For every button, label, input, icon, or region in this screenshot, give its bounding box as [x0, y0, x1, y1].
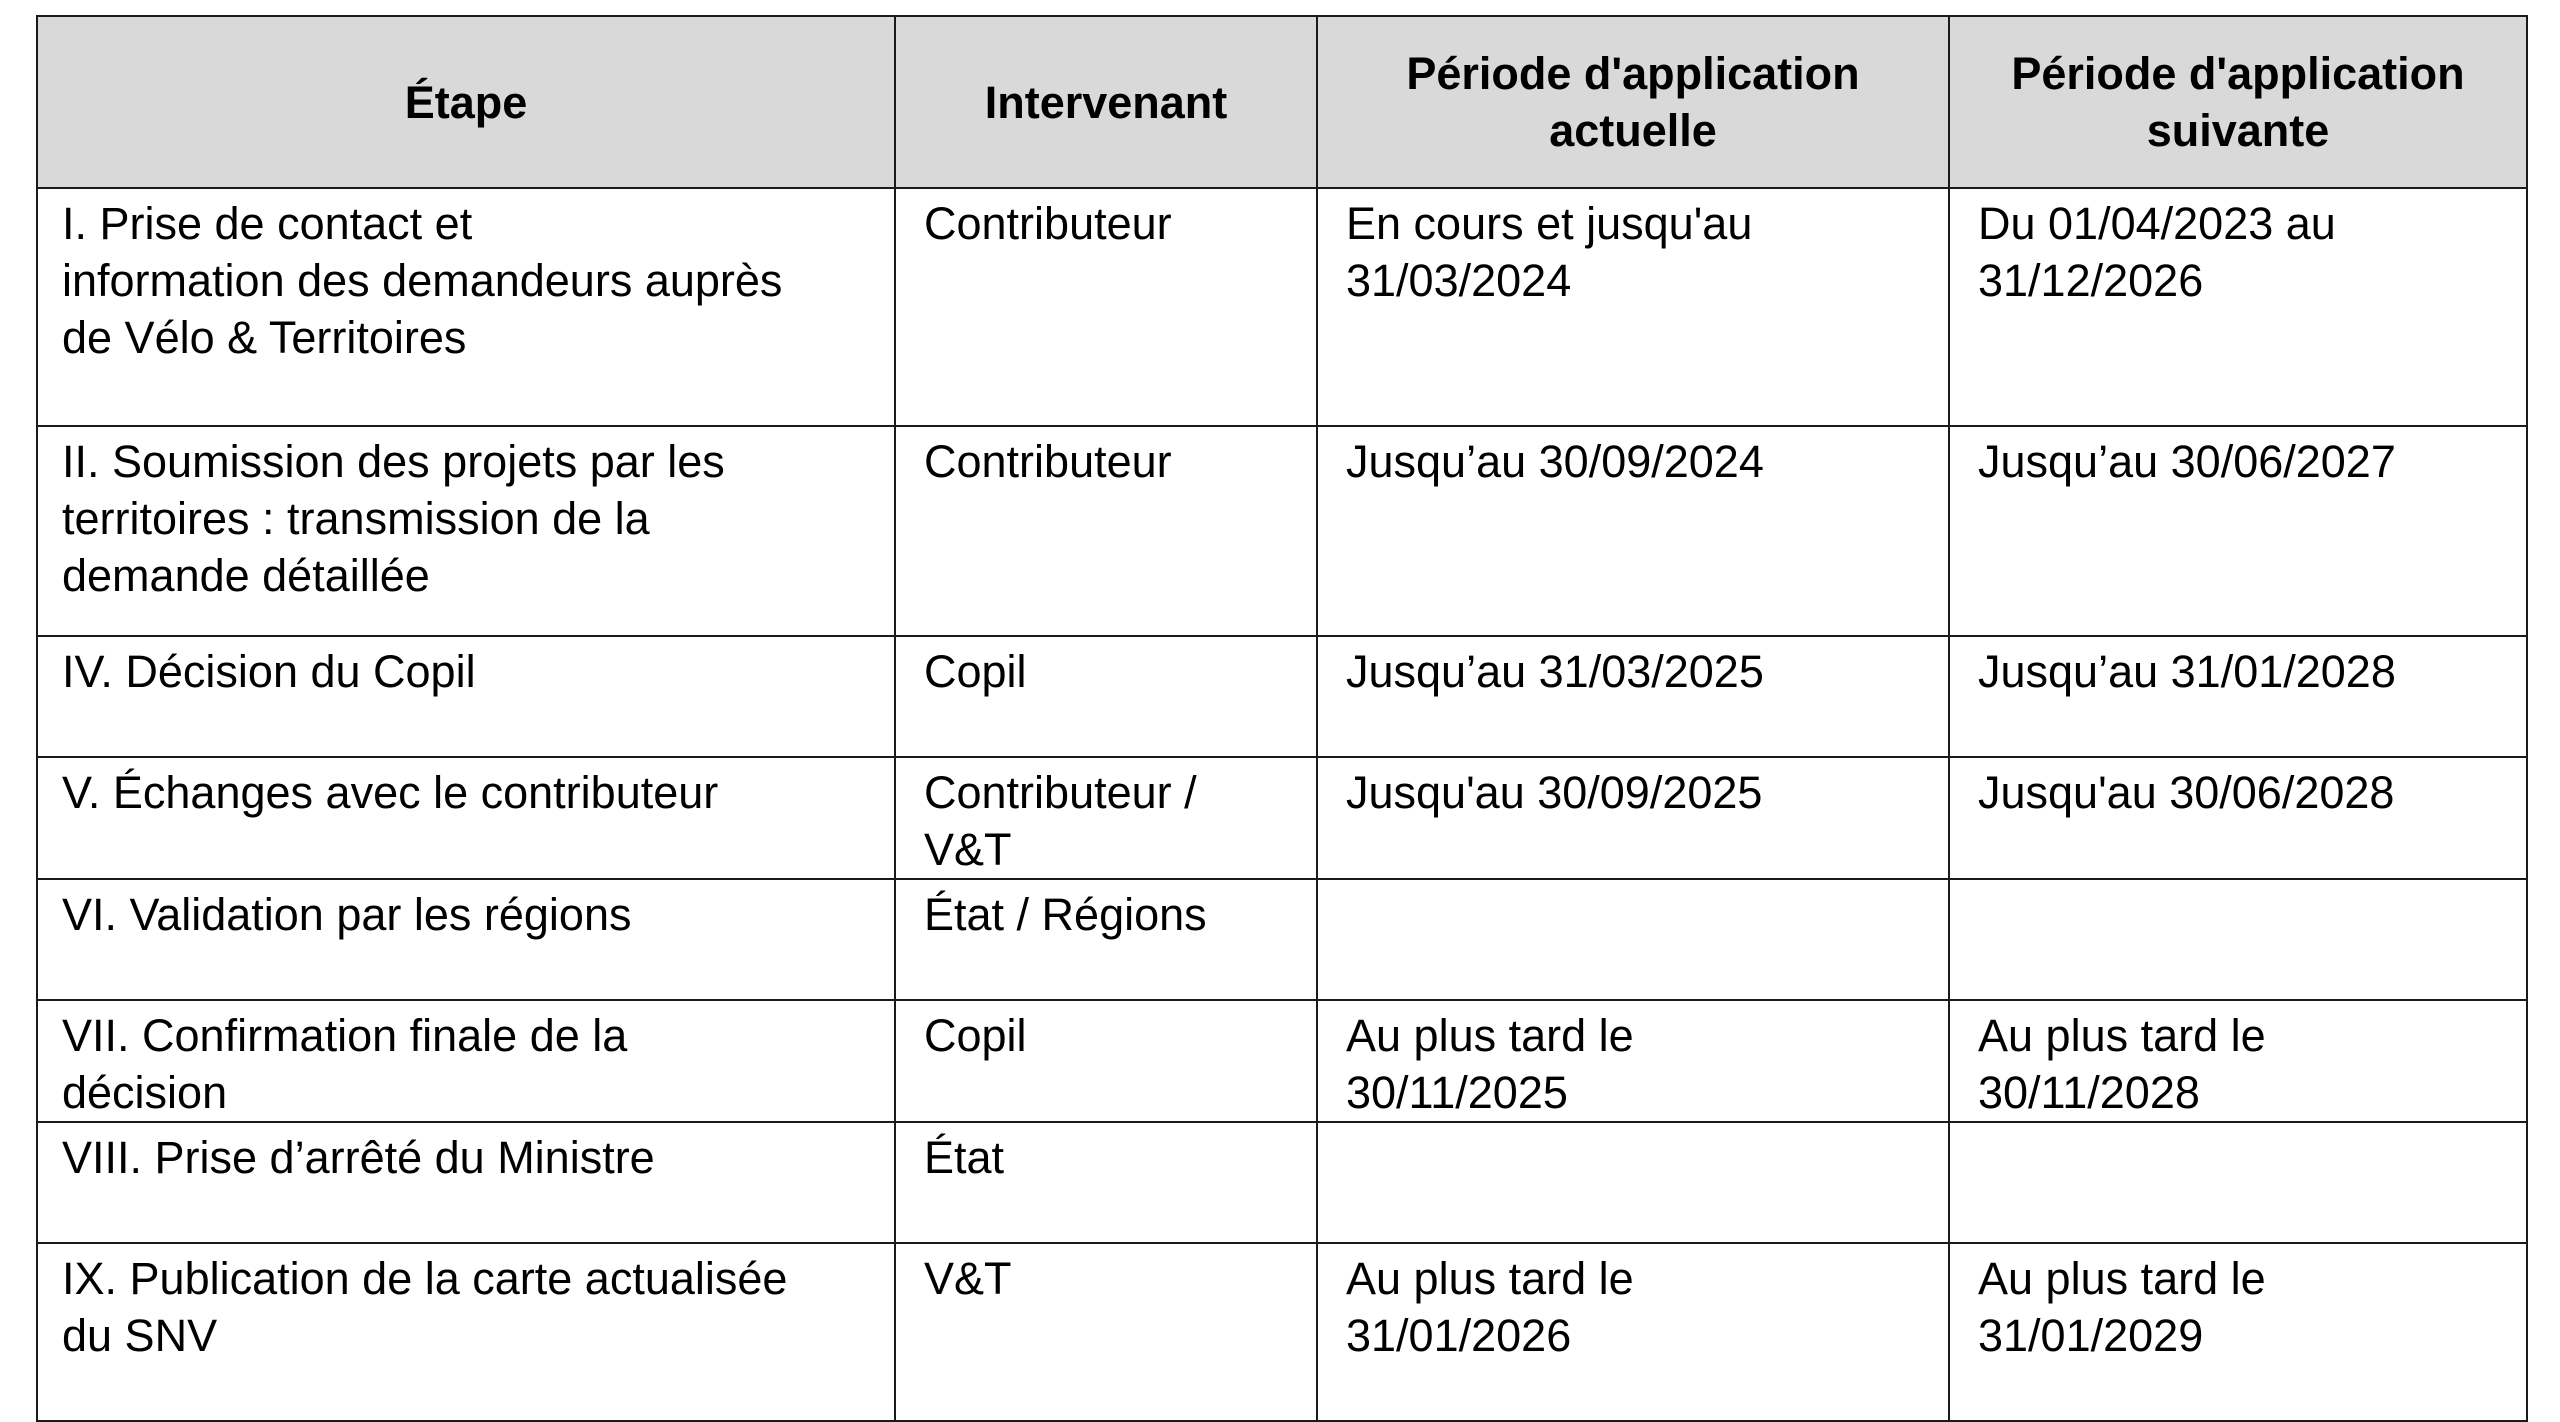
cell-periode-suivante [1949, 1122, 2527, 1243]
cell-periode-actuelle [1317, 636, 1949, 757]
header-periode-actuelle-label: Période d'application actuelle [1406, 48, 1860, 156]
header-etape [37, 16, 895, 188]
etape-text: IX. Publication de la carte actualisée du SNV [62, 1253, 788, 1361]
cell-periode-suivante [1949, 426, 2527, 636]
cell-periode-actuelle [1317, 188, 1949, 426]
cell-etape [37, 426, 895, 636]
periode-suivante-text: Jusqu’au 31/01/2028 [1978, 646, 2396, 697]
intervenant-text: État / Régions [924, 889, 1207, 940]
cell-etape [37, 636, 895, 757]
etape-text: V. Échanges avec le contributeur [62, 767, 719, 818]
table-row [37, 1243, 2527, 1421]
periode-suivante-text: Jusqu’au 30/06/2027 [1978, 436, 2396, 487]
periode-suivante-text: Du 01/04/2023 au 31/12/2026 [1978, 198, 2336, 306]
cell-etape [37, 1243, 895, 1421]
cell-intervenant [895, 426, 1317, 636]
periode-suivante-text: Jusqu'au 30/06/2028 [1978, 767, 2395, 818]
periode-actuelle-text: En cours et jusqu'au 31/03/2024 [1346, 198, 1753, 306]
cell-periode-suivante [1949, 188, 2527, 426]
etape-text: VIII. Prise d’arrêté du Ministre [62, 1132, 655, 1183]
intervenant-text: Contributeur / V&T [924, 767, 1197, 875]
table-row [37, 636, 2527, 757]
table-row [37, 188, 2527, 426]
header-etape-label: Étape [404, 76, 528, 128]
intervenant-text: État [924, 1132, 1005, 1183]
cell-periode-actuelle [1317, 757, 1949, 879]
cell-intervenant [895, 1122, 1317, 1243]
header-periode-actuelle [1317, 16, 1949, 188]
periode-actuelle-text: Jusqu’au 30/09/2024 [1346, 436, 1764, 487]
cell-periode-suivante [1949, 757, 2527, 879]
cell-intervenant [895, 636, 1317, 757]
cell-intervenant [895, 1000, 1317, 1122]
table-row [37, 757, 2527, 879]
table-row [37, 1000, 2527, 1122]
cell-intervenant [895, 879, 1317, 1000]
schedule-table [36, 15, 2528, 1422]
cell-etape [37, 1122, 895, 1243]
periode-suivante-text: Au plus tard le 31/01/2029 [1978, 1253, 2266, 1361]
periode-suivante-text: Au plus tard le 30/11/2028 [1978, 1010, 2266, 1118]
cell-periode-actuelle [1317, 1000, 1949, 1122]
periode-actuelle-text: Au plus tard le 30/11/2025 [1346, 1010, 1634, 1118]
cell-etape [37, 757, 895, 879]
intervenant-text: Copil [924, 1010, 1027, 1061]
cell-periode-actuelle [1317, 1122, 1949, 1243]
cell-periode-suivante [1949, 1000, 2527, 1122]
cell-intervenant [895, 757, 1317, 879]
intervenant-text: Contributeur [924, 198, 1172, 249]
cell-periode-actuelle [1317, 1243, 1949, 1421]
cell-periode-suivante [1949, 879, 2527, 1000]
periode-actuelle-text: Jusqu’au 31/03/2025 [1346, 646, 1764, 697]
cell-intervenant [895, 188, 1317, 426]
header-intervenant-label: Intervenant [984, 76, 1228, 128]
periode-actuelle-text: Jusqu'au 30/09/2025 [1346, 767, 1763, 818]
table-row [37, 1122, 2527, 1243]
table-body [37, 188, 2527, 1421]
intervenant-text: Copil [924, 646, 1027, 697]
periode-actuelle-text: Au plus tard le 31/01/2026 [1346, 1253, 1634, 1361]
header-periode-suivante-label: Période d'application suivante [2011, 48, 2465, 156]
etape-text: VII. Confirmation finale de la décision [62, 1010, 628, 1118]
table-row [37, 879, 2527, 1000]
intervenant-text: Contributeur [924, 436, 1172, 487]
intervenant-text: V&T [924, 1253, 1012, 1304]
etape-text: I. Prise de contact et information des demandeurs auprès de Vélo & Territoires [62, 198, 783, 363]
cell-periode-suivante [1949, 1243, 2527, 1421]
cell-periode-actuelle [1317, 879, 1949, 1000]
etape-text: II. Soumission des projets par les territoires : transmission de la demande détaillée [62, 436, 725, 601]
table-header [37, 16, 2527, 188]
cell-periode-actuelle [1317, 426, 1949, 636]
header-intervenant [895, 16, 1317, 188]
cell-intervenant [895, 1243, 1317, 1421]
table-row [37, 426, 2527, 636]
cell-etape [37, 188, 895, 426]
cell-periode-suivante [1949, 636, 2527, 757]
etape-text: VI. Validation par les régions [62, 889, 632, 940]
header-periode-suivante [1949, 16, 2527, 188]
cell-etape [37, 879, 895, 1000]
cell-etape [37, 1000, 895, 1122]
etape-text: IV. Décision du Copil [62, 646, 476, 697]
header-row [37, 16, 2527, 188]
